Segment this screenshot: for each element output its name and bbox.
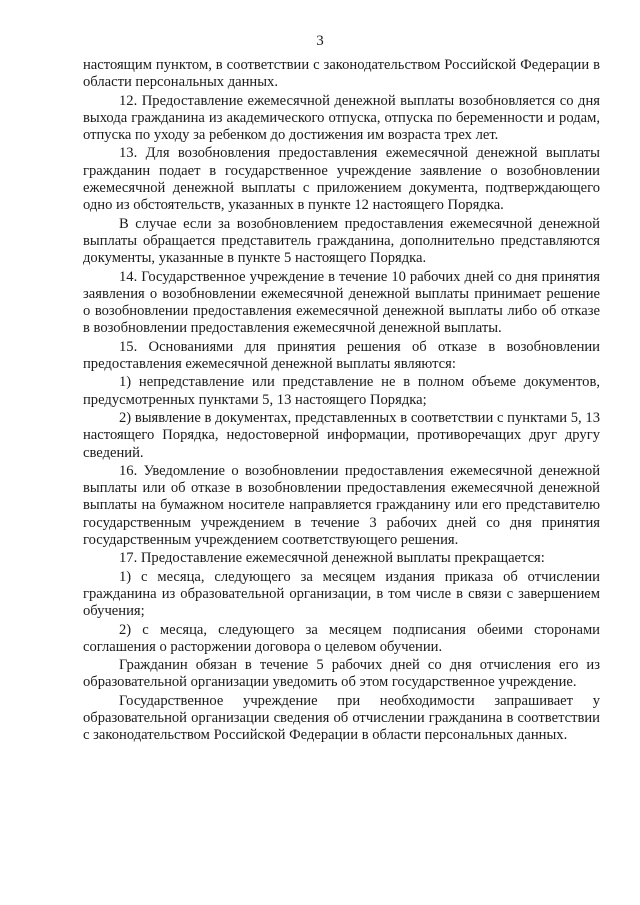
- page-number: 3: [316, 33, 324, 49]
- paragraph-continuation: настоящим пунктом, в соответствии с законодательством Российской Федерации в области персональных данных.: [83, 57, 600, 91]
- paragraph-17-obligation: Гражданин обязан в течение 5 рабочих дней со дня отчисления его из образовательной организации уведомить об этом государственное учреждение.: [83, 657, 600, 691]
- paragraph-15: 15. Основаниями для принятия решения об отказе в возобновлении предоставления ежемесячной денежной выплаты являются:: [83, 338, 600, 373]
- paragraph-14: 14. Государственное учреждение в течение 10 рабочих дней со дня принятия заявления о возобновлении ежемесячной денежной выплаты принимает решение о возобновлении предоставления ежемесячной денежной выплаты либо об отказе в возобновлении предоставления ежемесячной денежной выплаты.: [83, 268, 600, 337]
- paragraph-17-item-1: 1) с месяца, следующего за месяцем издания приказа об отчислении гражданина из образовательной организации, в том числе в связи с завершением обучения;: [83, 568, 600, 620]
- paragraph-13: 13. Для возобновления предоставления ежемесячной денежной выплаты гражданин подает в государственное учреждение заявление о возобновлении ежемесячной денежной выплаты с приложением документа, подтверждающего одно из обстоятельств, указанных в пункте 12 настоящего Порядка.: [83, 145, 600, 214]
- paragraph-16: 16. Уведомление о возобновлении предоставления ежемесячной денежной выплаты или об отказе в возобновлении предоставления ежемесячной денежной выплаты на бумажном носителе направляется гражданину или его представителю государственным учреждением в течение 3 рабочих дней со дня принятия государственным учреждением соответствующего решения.: [83, 462, 600, 549]
- paragraph-12: 12. Предоставление ежемесячной денежной выплаты возобновляется со дня выхода гражданина из академического отпуска, отпуска по беременности и родам, отпуска по уходу за ребенком до достижения им возраста трех лет.: [83, 92, 600, 144]
- paragraph-17-request: Государственное учреждение при необходимости запрашивает у образовательной организации сведения об отчислении гражданина в соответствии с законодательством Российской Федерации в области персональных данных.: [83, 692, 600, 744]
- document-body: [83, 57, 600, 746]
- paragraph-13-representative: В случае если за возобновлением предоставления ежемесячной денежной выплаты обращается представитель гражданина, дополнительно представляются документы, указанные в пункте 5 настоящего Порядка.: [83, 215, 600, 267]
- paragraph-17: 17. Предоставление ежемесячной денежной выплаты прекращается:: [119, 550, 545, 567]
- paragraph-15-item-2: 2) выявление в документах, представленных в соответствии с пунктами 5, 13 настоящего Порядка, недостоверной информации, противоречащих друг другу сведений.: [83, 409, 600, 461]
- paragraph-15-item-1: 1) непредставление или представление не в полном объеме документов, предусмотренных пунктами 5, 13 настоящего Порядка;: [83, 374, 600, 408]
- paragraph-17-item-2: 2) с месяца, следующего за месяцем подписания обеими сторонами соглашения о расторжении договора о целевом обучении.: [83, 621, 600, 655]
